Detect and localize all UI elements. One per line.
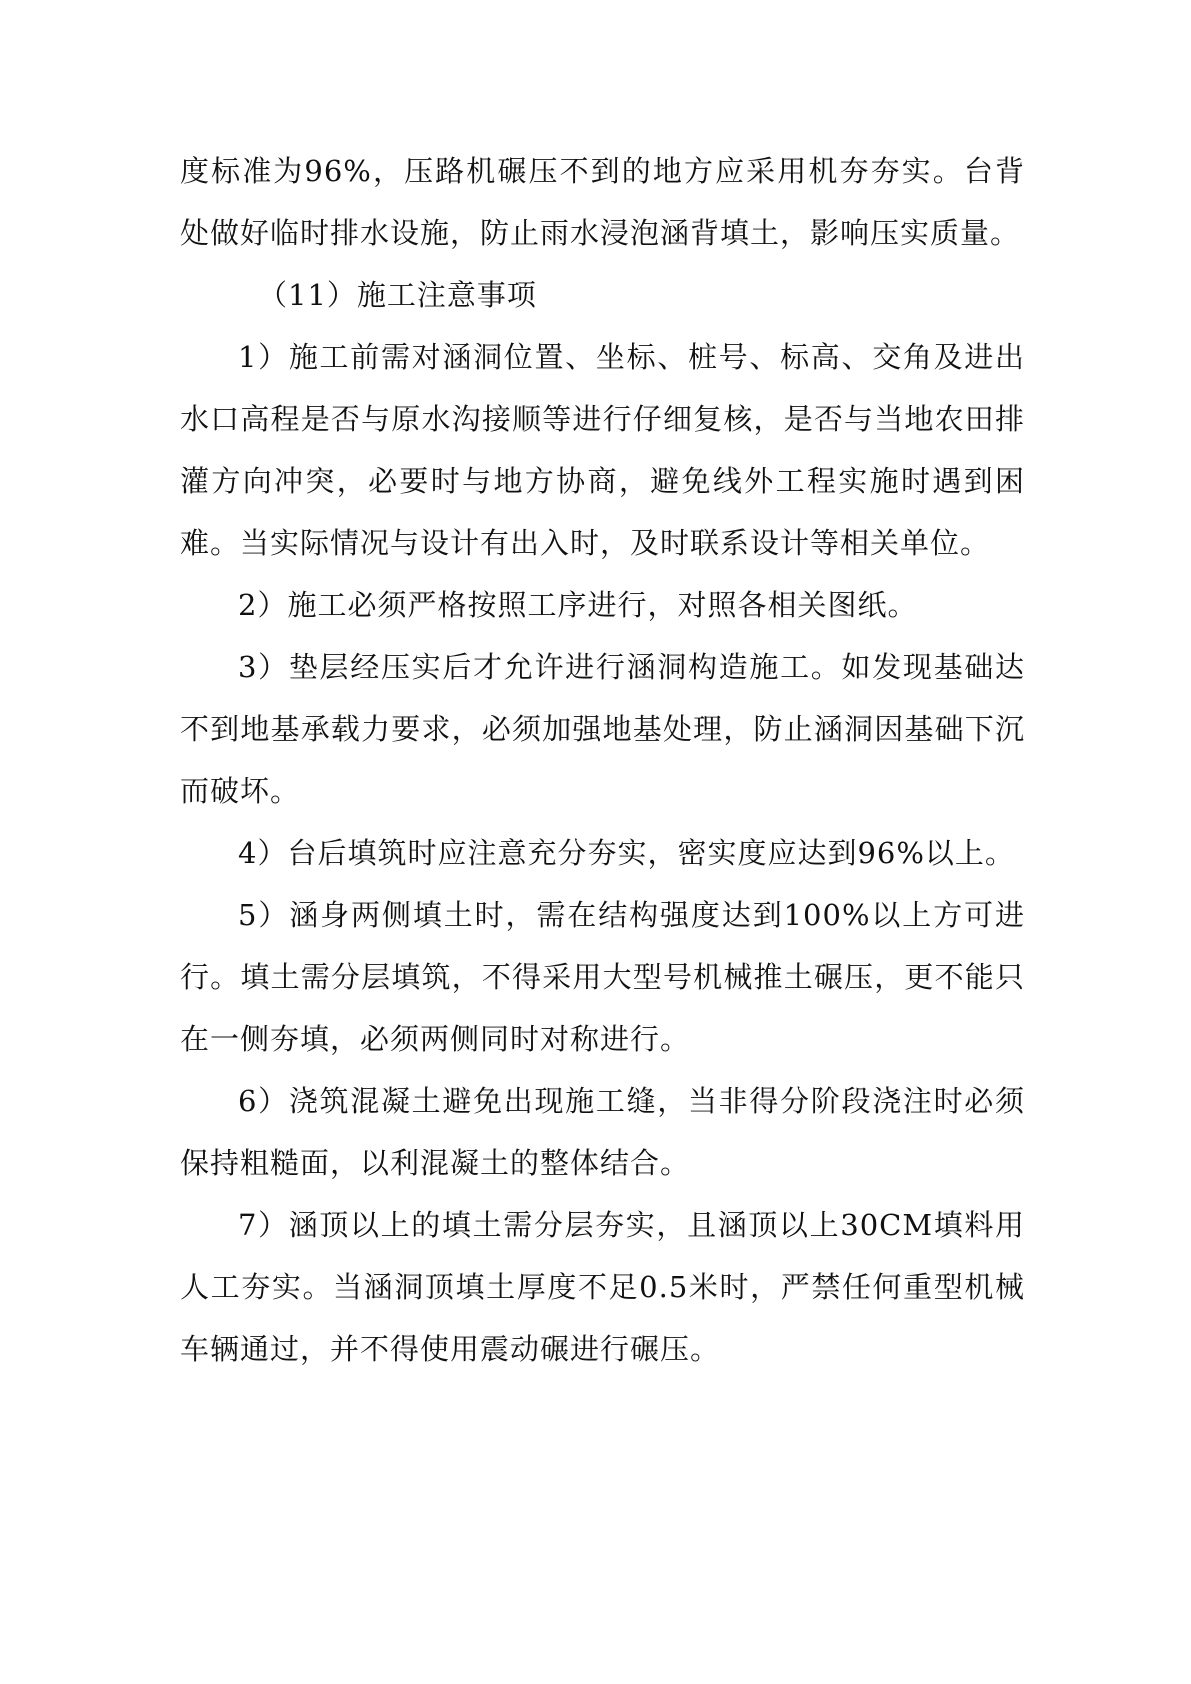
paragraph-item-1: 1）施工前需对涵洞位置、坐标、桩号、标高、交角及进出水口高程是否与原水沟接顺等进行仔细复核，是否与当地农田排灌方向冲突，必要时与地方协商，避免线外工程实施时遇到困难。当实际情况与设计有出入时，及时联系设计等相关单位。 bbox=[180, 340, 1025, 560]
paragraph-item-4: 4）台后填筑时应注意充分夯实，密实度应达到96%以上。 bbox=[238, 836, 1015, 870]
section-heading: （11）施工注意事项 bbox=[258, 278, 537, 312]
paragraph-continuation: 度标准为96%，压路机碾压不到的地方应采用机夯夯实。台背处做好临时排水设施，防止雨水浸泡涵背填土，影响压实质量。 bbox=[180, 154, 1025, 250]
paragraph-item-5: 5）涵身两侧填土时，需在结构强度达到100%以上方可进行。填土需分层填筑，不得采用大型号机械推土碾压，更不能只在一侧夯填，必须两侧同时对称进行。 bbox=[180, 898, 1025, 1056]
paragraph-item-7: 7）涵顶以上的填土需分层夯实，且涵顶以上30CM填料用人工夯实。当涵洞顶填土厚度不足0.5米时，严禁任何重型机械车辆通过，并不得使用震动碾进行碾压。 bbox=[180, 1208, 1025, 1366]
paragraph-item-6: 6）浇筑混凝土避免出现施工缝，当非得分阶段浇注时必须保持粗糙面，以利混凝土的整体结合。 bbox=[180, 1084, 1025, 1180]
paragraph-item-2: 2）施工必须严格按照工序进行，对照各相关图纸。 bbox=[238, 588, 918, 622]
paragraph-item-3: 3）垫层经压实后才允许进行涵洞构造施工。如发现基础达不到地基承载力要求，必须加强地基处理，防止涵洞因基础下沉而破坏。 bbox=[180, 650, 1025, 808]
document-body bbox=[180, 140, 1025, 1380]
